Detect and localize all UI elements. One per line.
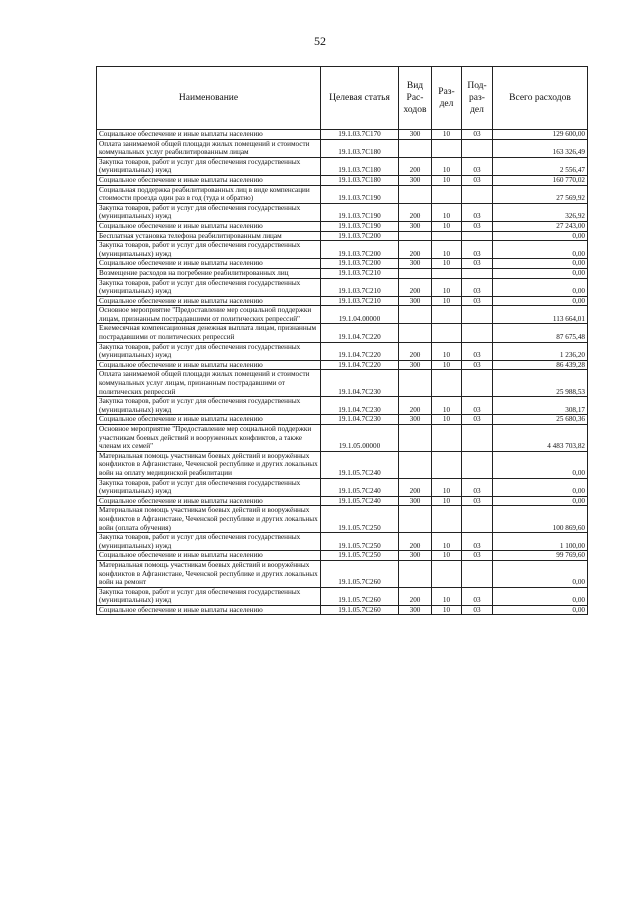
- table-row: [97, 451, 588, 478]
- cell-vid: 300: [399, 296, 432, 306]
- cell-total: 4 483 703,82: [493, 425, 588, 452]
- cell-total: 160 770,02: [493, 175, 588, 185]
- cell-total: 0,00: [493, 496, 588, 506]
- cell-razdel: 10: [432, 360, 462, 370]
- cell-code: 19.1.03.7С200: [321, 259, 399, 269]
- cell-razdel: 10: [432, 342, 462, 360]
- cell-total: 0,00: [493, 605, 588, 615]
- table-row: [97, 587, 588, 605]
- table-row: [97, 139, 588, 157]
- cell-code: 19.1.05.7С260: [321, 587, 399, 605]
- cell-podrazdel: 03: [462, 259, 493, 269]
- cell-razdel: 10: [432, 130, 462, 140]
- cell-total: 326,92: [493, 203, 588, 221]
- cell-podrazdel: 03: [462, 478, 493, 496]
- cell-razdel: 10: [432, 478, 462, 496]
- cell-code: 19.1.05.7С240: [321, 478, 399, 496]
- cell-total: 86 439,28: [493, 360, 588, 370]
- cell-vid: 300: [399, 551, 432, 561]
- cell-podrazdel: [462, 268, 493, 278]
- cell-name: Социальное обеспечение и иные выплаты населению: [97, 296, 321, 306]
- cell-name: Закупка товаров, работ и услуг для обеспечения государственных (муниципальных) нужд: [97, 278, 321, 296]
- cell-podrazdel: 03: [462, 278, 493, 296]
- cell-razdel: 10: [432, 587, 462, 605]
- cell-code: 19.1.05.7С250: [321, 551, 399, 561]
- cell-total: 25 988,53: [493, 370, 588, 397]
- cell-total: 1 236,20: [493, 342, 588, 360]
- table-row: [97, 551, 588, 561]
- cell-name: Материальная помощь участникам боевых действий и вооружённых конфликтов в Афганистане, Чеченской республике и других локальных войн на оплату медицинской реабилитации: [97, 451, 321, 478]
- cell-vid: 200: [399, 533, 432, 551]
- header-vid: Вид Рас-ходов: [399, 67, 432, 130]
- cell-razdel: 10: [432, 175, 462, 185]
- cell-vid: 300: [399, 221, 432, 231]
- cell-podrazdel: 03: [462, 587, 493, 605]
- cell-total: 0,00: [493, 259, 588, 269]
- cell-vid: 200: [399, 241, 432, 259]
- table-header-row: [97, 67, 588, 130]
- cell-podrazdel: [462, 425, 493, 452]
- cell-total: 129 600,00: [493, 130, 588, 140]
- table-row: [97, 533, 588, 551]
- cell-name: Социальное обеспечение и иные выплаты населению: [97, 221, 321, 231]
- cell-razdel: [432, 560, 462, 587]
- cell-podrazdel: [462, 231, 493, 241]
- table-row: [97, 278, 588, 296]
- cell-name: Закупка товаров, работ и услуг для обеспечения государственных (муниципальных) нужд: [97, 587, 321, 605]
- cell-podrazdel: 03: [462, 360, 493, 370]
- cell-vid: 200: [399, 342, 432, 360]
- cell-code: 19.1.03.7С180: [321, 157, 399, 175]
- cell-razdel: [432, 370, 462, 397]
- cell-podrazdel: 03: [462, 533, 493, 551]
- cell-name: Социальное обеспечение и иные выплаты населению: [97, 415, 321, 425]
- cell-code: 19.1.04.00000: [321, 306, 399, 324]
- cell-total: 87 675,48: [493, 324, 588, 342]
- cell-razdel: [432, 185, 462, 203]
- cell-name: Закупка товаров, работ и услуг для обеспечения государственных (муниципальных) нужд: [97, 157, 321, 175]
- cell-razdel: [432, 268, 462, 278]
- cell-name: Закупка товаров, работ и услуг для обеспечения государственных (муниципальных) нужд: [97, 533, 321, 551]
- cell-podrazdel: 03: [462, 342, 493, 360]
- cell-code: 19.1.05.7С240: [321, 496, 399, 506]
- cell-code: 19.1.04.7С220: [321, 342, 399, 360]
- cell-name: Ежемесячная компенсационная денежная выплата лицам, признанным пострадавшими от политических репрессий: [97, 324, 321, 342]
- cell-podrazdel: 03: [462, 203, 493, 221]
- table-row: [97, 370, 588, 397]
- cell-name: Социальное обеспечение и иные выплаты населению: [97, 175, 321, 185]
- table-row: [97, 605, 588, 615]
- cell-total: 27 243,00: [493, 221, 588, 231]
- cell-name: Закупка товаров, работ и услуг для обеспечения государственных (муниципальных) нужд: [97, 478, 321, 496]
- cell-total: 113 664,01: [493, 306, 588, 324]
- cell-total: 0,00: [493, 231, 588, 241]
- cell-podrazdel: 03: [462, 130, 493, 140]
- cell-vid: 200: [399, 587, 432, 605]
- table-row: [97, 231, 588, 241]
- cell-podrazdel: [462, 324, 493, 342]
- cell-vid: [399, 231, 432, 241]
- cell-total: 0,00: [493, 478, 588, 496]
- cell-podrazdel: [462, 560, 493, 587]
- header-podrazdel: Под-раз-дел: [462, 67, 493, 130]
- header-code: Целевая статья: [321, 67, 399, 130]
- cell-razdel: 10: [432, 203, 462, 221]
- cell-podrazdel: [462, 306, 493, 324]
- cell-total: 0,00: [493, 451, 588, 478]
- cell-name: Социальное обеспечение и иные выплаты населению: [97, 130, 321, 140]
- cell-podrazdel: 03: [462, 157, 493, 175]
- cell-razdel: [432, 139, 462, 157]
- cell-total: 0,00: [493, 296, 588, 306]
- cell-vid: [399, 451, 432, 478]
- cell-podrazdel: 03: [462, 605, 493, 615]
- cell-vid: [399, 560, 432, 587]
- cell-total: 2 556,47: [493, 157, 588, 175]
- cell-name: Основное мероприятие "Предоставление мер социальной поддержки участникам боевых действий и вооруженных конфликтов, а также членам их семей": [97, 425, 321, 452]
- cell-total: 1 100,00: [493, 533, 588, 551]
- cell-code: 19.1.03.7С200: [321, 241, 399, 259]
- cell-razdel: 10: [432, 157, 462, 175]
- table-row: [97, 478, 588, 496]
- cell-podrazdel: [462, 451, 493, 478]
- cell-code: 19.1.03.7С170: [321, 130, 399, 140]
- cell-razdel: 10: [432, 496, 462, 506]
- cell-podrazdel: 03: [462, 221, 493, 231]
- cell-name: Закупка товаров, работ и услуг для обеспечения государственных (муниципальных) нужд: [97, 203, 321, 221]
- cell-total: 25 680,36: [493, 415, 588, 425]
- cell-razdel: [432, 324, 462, 342]
- cell-vid: 200: [399, 478, 432, 496]
- cell-name: Основное мероприятие "Предоставление мер социальной поддержки лицам, признанным пострадавшими от политических репрессий": [97, 306, 321, 324]
- cell-code: 19.1.03.7С190: [321, 221, 399, 231]
- cell-code: 19.1.03.7С200: [321, 231, 399, 241]
- cell-razdel: 10: [432, 241, 462, 259]
- cell-code: 19.1.05.7С260: [321, 560, 399, 587]
- cell-code: 19.1.03.7С210: [321, 296, 399, 306]
- table-row: [97, 324, 588, 342]
- cell-name: Закупка товаров, работ и услуг для обеспечения государственных (муниципальных) нужд: [97, 241, 321, 259]
- cell-vid: 200: [399, 203, 432, 221]
- cell-code: 19.1.03.7С210: [321, 278, 399, 296]
- cell-vid: 300: [399, 496, 432, 506]
- cell-code: 19.1.03.7С210: [321, 268, 399, 278]
- cell-name: Материальная помощь участникам боевых действий и вооружённых конфликтов в Афганистане, Чеченской республике и других локальных войн (оплата обучения): [97, 506, 321, 533]
- cell-code: 19.1.05.7С260: [321, 605, 399, 615]
- cell-razdel: 10: [432, 221, 462, 231]
- cell-total: 0,00: [493, 278, 588, 296]
- cell-vid: 300: [399, 415, 432, 425]
- cell-vid: [399, 139, 432, 157]
- cell-code: 19.1.05.7С250: [321, 533, 399, 551]
- cell-vid: 200: [399, 278, 432, 296]
- cell-podrazdel: [462, 139, 493, 157]
- cell-podrazdel: 03: [462, 551, 493, 561]
- cell-vid: 300: [399, 175, 432, 185]
- cell-razdel: [432, 306, 462, 324]
- cell-name: Социальное обеспечение и иные выплаты населению: [97, 496, 321, 506]
- header-total: Всего расходов: [493, 67, 588, 130]
- table-row: [97, 397, 588, 415]
- table-row: [97, 241, 588, 259]
- cell-total: 99 769,60: [493, 551, 588, 561]
- cell-razdel: [432, 506, 462, 533]
- cell-vid: [399, 185, 432, 203]
- cell-name: Социальное обеспечение и иные выплаты населению: [97, 360, 321, 370]
- cell-podrazdel: 03: [462, 415, 493, 425]
- cell-name: Социальное обеспечение и иные выплаты населению: [97, 259, 321, 269]
- cell-code: 19.1.04.7С230: [321, 397, 399, 415]
- cell-total: 100 869,60: [493, 506, 588, 533]
- table-row: [97, 259, 588, 269]
- cell-name: Возмещение расходов на погребение реабилитированных лиц: [97, 268, 321, 278]
- cell-name: Социальное обеспечение и иные выплаты населению: [97, 551, 321, 561]
- cell-vid: [399, 324, 432, 342]
- table-row: [97, 342, 588, 360]
- cell-vid: 200: [399, 397, 432, 415]
- cell-name: Оплата занимаемой общей площади жилых помещений и стоимости коммунальных услуг реабилитированным лицам: [97, 139, 321, 157]
- cell-razdel: 10: [432, 397, 462, 415]
- cell-code: 19.1.03.7С180: [321, 139, 399, 157]
- cell-total: 308,17: [493, 397, 588, 415]
- cell-code: 19.1.05.7С240: [321, 451, 399, 478]
- table-row: [97, 360, 588, 370]
- table-row: [97, 203, 588, 221]
- cell-name: Закупка товаров, работ и услуг для обеспечения государственных (муниципальных) нужд: [97, 342, 321, 360]
- cell-code: 19.1.05.7С250: [321, 506, 399, 533]
- cell-podrazdel: 03: [462, 175, 493, 185]
- table-row: [97, 496, 588, 506]
- header-name: Наименование: [97, 67, 321, 130]
- cell-total: 163 326,49: [493, 139, 588, 157]
- table-row: [97, 296, 588, 306]
- cell-podrazdel: 03: [462, 296, 493, 306]
- cell-name: Бесплатная установка телефона реабилитированным лицам: [97, 231, 321, 241]
- header-razdel: Раз-дел: [432, 67, 462, 130]
- cell-razdel: [432, 231, 462, 241]
- cell-razdel: 10: [432, 259, 462, 269]
- cell-razdel: 10: [432, 605, 462, 615]
- cell-razdel: 10: [432, 296, 462, 306]
- cell-total: 0,00: [493, 268, 588, 278]
- cell-razdel: 10: [432, 278, 462, 296]
- cell-code: 19.1.04.7С230: [321, 370, 399, 397]
- cell-total: 0,00: [493, 560, 588, 587]
- cell-vid: 300: [399, 360, 432, 370]
- cell-code: 19.1.05.00000: [321, 425, 399, 452]
- cell-name: Оплата занимаемой общей площади жилых помещений и стоимости коммунальных услуг лицам, признанным пострадавшими от политических репрессий: [97, 370, 321, 397]
- cell-podrazdel: 03: [462, 397, 493, 415]
- cell-vid: [399, 370, 432, 397]
- cell-razdel: 10: [432, 533, 462, 551]
- cell-vid: [399, 425, 432, 452]
- table-row: [97, 560, 588, 587]
- cell-name: Социальное обеспечение и иные выплаты населению: [97, 605, 321, 615]
- cell-vid: 200: [399, 157, 432, 175]
- cell-vid: 300: [399, 605, 432, 615]
- cell-total: 0,00: [493, 587, 588, 605]
- table-row: [97, 221, 588, 231]
- table-body: [97, 130, 588, 615]
- table-row: [97, 185, 588, 203]
- cell-code: 19.1.04.7С220: [321, 360, 399, 370]
- cell-razdel: 10: [432, 415, 462, 425]
- cell-vid: 300: [399, 259, 432, 269]
- table-row: [97, 130, 588, 140]
- cell-razdel: [432, 425, 462, 452]
- table-row: [97, 415, 588, 425]
- cell-vid: [399, 506, 432, 533]
- table-row: [97, 306, 588, 324]
- cell-vid: [399, 268, 432, 278]
- cell-razdel: 10: [432, 551, 462, 561]
- cell-podrazdel: [462, 506, 493, 533]
- table-row: [97, 175, 588, 185]
- cell-code: 19.1.03.7С180: [321, 175, 399, 185]
- cell-podrazdel: 03: [462, 496, 493, 506]
- table-row: [97, 506, 588, 533]
- budget-table: [96, 66, 588, 615]
- table-row: [97, 157, 588, 175]
- cell-name: Материальная помощь участникам боевых действий и вооружённых конфликтов в Афганистане, Чеченской республике и других локальных войн на ремонт: [97, 560, 321, 587]
- cell-code: 19.1.03.7С190: [321, 203, 399, 221]
- cell-name: Закупка товаров, работ и услуг для обеспечения государственных (муниципальных) нужд: [97, 397, 321, 415]
- cell-podrazdel: 03: [462, 241, 493, 259]
- cell-total: 0,00: [493, 241, 588, 259]
- cell-vid: 300: [399, 130, 432, 140]
- table-row: [97, 425, 588, 452]
- cell-podrazdel: [462, 370, 493, 397]
- cell-total: 27 569,92: [493, 185, 588, 203]
- cell-code: 19.1.04.7С220: [321, 324, 399, 342]
- cell-name: Социальная поддержка реабилитированных лиц в виде компенсации стоимости проезда один раз в год (туда и обратно): [97, 185, 321, 203]
- cell-vid: [399, 306, 432, 324]
- cell-razdel: [432, 451, 462, 478]
- cell-code: 19.1.04.7С230: [321, 415, 399, 425]
- page-number: 52: [314, 34, 326, 48]
- table-row: [97, 268, 588, 278]
- cell-podrazdel: [462, 185, 493, 203]
- cell-code: 19.1.03.7С190: [321, 185, 399, 203]
